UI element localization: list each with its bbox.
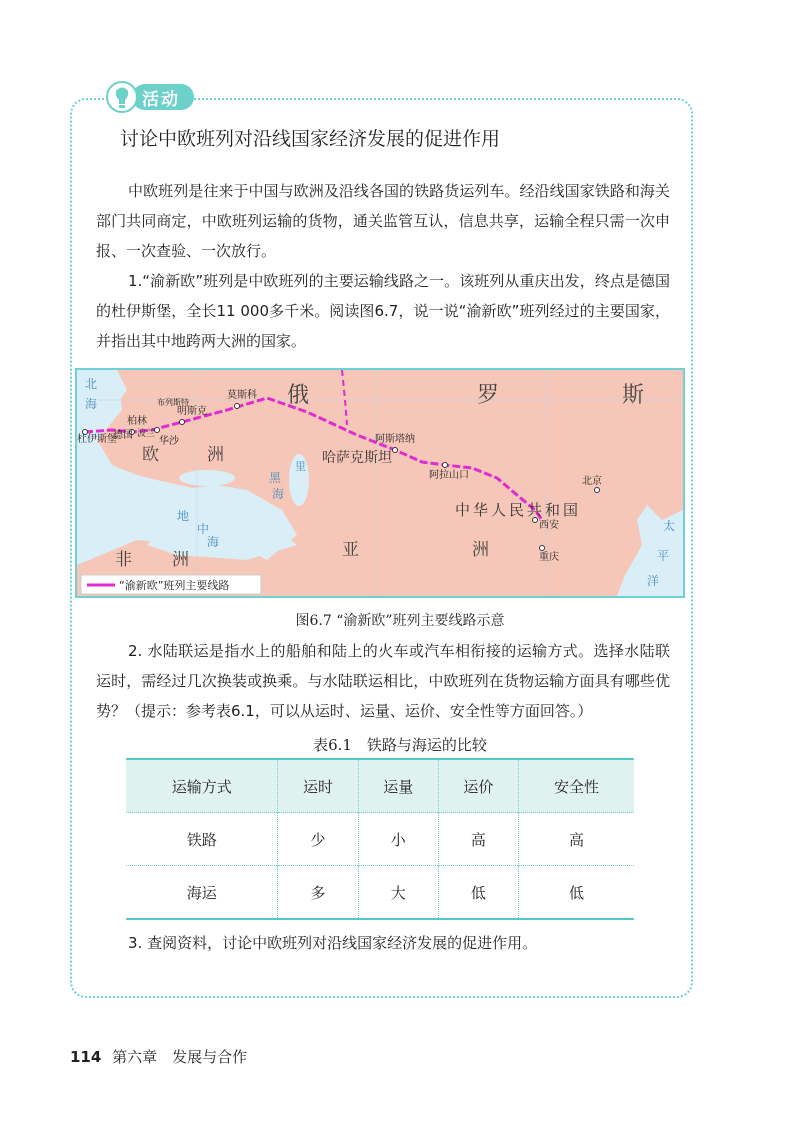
city-marker-minsk (180, 420, 185, 425)
map-label-asia-1: 亚 (342, 540, 359, 560)
map-label-china: 中华人民共和国 (455, 501, 582, 519)
map-label-europe-2: 洲 (207, 445, 224, 465)
map-label-medsea-1: 地 (177, 509, 190, 523)
city-label-berlin: 柏林 (127, 416, 147, 427)
map-label-north: 北 (85, 377, 98, 391)
table-cell: 少 (278, 813, 358, 866)
intro-text: 中欧班列是往来于中国与欧洲及沿线各国的铁路货运列车。经沿线国家铁路和海关部门共同商定，中欧班列运输的货物，通关监管互认，信息共享，运输全程只需一次申报、一次查验、一次放行。 (96, 182, 670, 260)
table-row (126, 813, 634, 866)
question-2-text: 2. 水陆联运是指水上的船舶和陆上的火车或汽车相衔接的运输方式。选择水陆联运时，需经过几次换装或换乘。与水陆联运相比，中欧班列在货物运输方面具有哪些优势？（提示：参考表6.1，可以从运时、运量、运价、安全性等方面回答。） (96, 642, 670, 720)
city-marker-alashankou (443, 463, 448, 468)
question-1 (96, 266, 670, 356)
table-cell: 铁路 (126, 813, 278, 866)
map-black-sea (179, 470, 235, 486)
page-title: 讨论中欧班列对沿线国家经济发展的促进作用 (120, 128, 501, 150)
table-cell: 大 (358, 866, 438, 920)
table-cell: 低 (438, 866, 518, 920)
table-caption: 表6.1 铁路与海运的比较 (313, 736, 487, 754)
city-label-duisburg: 杜伊斯堡 (77, 434, 117, 445)
city-label-xian: 西安 (539, 520, 559, 531)
legend-label: “渝新欧”班列主要线路 (119, 579, 230, 592)
city-label-chongqing: 重庆 (539, 552, 559, 563)
city-label-alashankou: 阿拉山口 (429, 470, 469, 481)
map-label-asia-2: 洲 (472, 540, 489, 560)
question-2 (96, 636, 670, 726)
city-label-germany: 德国 (113, 430, 133, 441)
map-label-black-sea-2: 海 (272, 487, 285, 501)
map-label-africa-1: 非 (115, 550, 132, 570)
comparison-table (126, 758, 634, 920)
table-header: 运量 (358, 759, 438, 813)
route-map-svg (77, 370, 683, 596)
city-label-warsaw: 华沙 (159, 436, 179, 447)
map-label-europe-1: 欧 (142, 445, 159, 465)
map-label-russia-3: 斯 (622, 383, 645, 408)
table-header-row (126, 759, 634, 813)
city-marker-astana (393, 448, 398, 453)
lightbulb-icon (104, 80, 140, 114)
city-marker-beijing (595, 488, 600, 493)
table-cell: 海运 (126, 866, 278, 920)
table-header: 安全性 (519, 759, 635, 813)
chapter-title: 第六章 发展与合作 (112, 1048, 248, 1066)
figure-caption: 图6.7 “渝新欧”班列主要线路示意 (295, 613, 505, 629)
map-label-pacific-2: 平 (657, 549, 670, 563)
map-label-russia-1: 俄 (287, 383, 310, 408)
table-row (126, 866, 634, 920)
map-label-pacific-1: 太 (663, 519, 676, 533)
table-cell: 多 (278, 866, 358, 920)
map-label-kazakhstan: 哈萨克斯坦 (322, 450, 392, 466)
question-3-text: 3. 查阅资料，讨论中欧班列对沿线国家经济发展的促进作用。 (128, 934, 538, 952)
table-cell: 小 (358, 813, 438, 866)
page-footer (70, 1046, 247, 1067)
activity-badge (104, 80, 196, 114)
table-header: 运价 (438, 759, 518, 813)
page-number: 114 (70, 1048, 102, 1066)
table-cell: 低 (519, 866, 635, 920)
map-label-africa-2: 洲 (172, 550, 189, 570)
activity-label: 活动 (142, 90, 180, 110)
question-3 (96, 928, 670, 958)
map-label-russia-2: 罗 (477, 383, 500, 408)
city-label-moscow: 莫斯科 (227, 390, 257, 401)
city-label-beijing: 北京 (582, 476, 602, 487)
map-label-medsea-3: 海 (207, 535, 220, 549)
table-cell: 高 (438, 813, 518, 866)
city-label-astana: 阿斯塔纳 (375, 434, 415, 445)
intro-paragraph (96, 176, 670, 266)
city-marker-warsaw (155, 428, 160, 433)
city-marker-moscow (235, 404, 240, 409)
map-label-medsea-2: 中 (197, 522, 210, 536)
city-marker-chongqing (540, 546, 545, 551)
question-1-text: 1.“渝新欧”班列是中欧班列的主要运输线路之一。该班列从重庆出发，终点是德国的杜伊斯堡，全长11 000多千米。阅读图6.7，说一说“渝新欧”班列经过的主要国家，并指出其中地跨两大洲的国家。 (96, 272, 670, 350)
map-label-caspian: 里 (295, 460, 306, 473)
map-label-black-sea-1: 黑 (269, 471, 282, 485)
table-cell: 高 (519, 813, 635, 866)
map-label-poland: 波兰 (137, 429, 156, 439)
table-header: 运时 (278, 759, 358, 813)
city-label-minsk: 明斯克 (177, 406, 207, 417)
route-map (75, 368, 685, 598)
table-header: 运输方式 (126, 759, 278, 813)
city-label-brest: 布列斯特 (157, 398, 189, 407)
map-label-sea: 海 (85, 397, 98, 411)
map-label-pacific-3: 洋 (647, 574, 660, 588)
